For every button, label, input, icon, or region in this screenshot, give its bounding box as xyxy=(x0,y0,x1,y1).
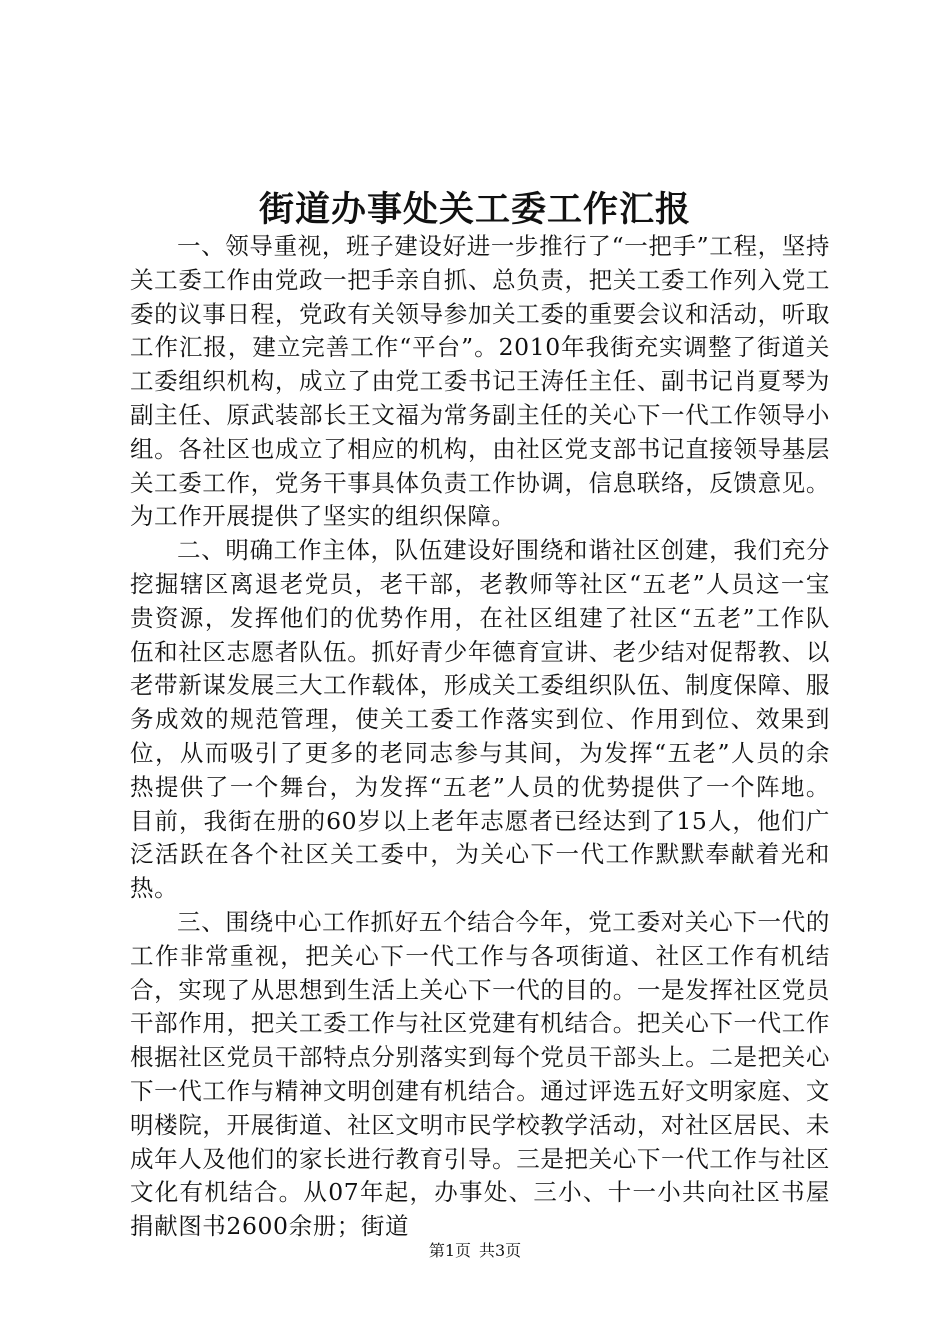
document-body xyxy=(130,230,830,1244)
page-footer xyxy=(0,1240,950,1262)
document-title: 街道办事处关工委工作汇报 xyxy=(258,189,691,230)
page-number: 第1页 xyxy=(428,1241,471,1260)
page-total: 共3页 xyxy=(479,1241,522,1260)
paragraph-2: 二、明确工作主体，队伍建设好围绕和谐社区创建，我们充分挖掘辖区离退老党员，老干部，老教师等社区“五老”人员这一宝贵资源，发挥他们的优势作用，在社区组建了社区“五老”工作队伍和社区志愿者队伍。抓好青少年德育宣讲、老少结对促帮教、以老带新谋发展三大工作载体，形成关工委组织队伍、制度保障、服务成效的规范管理，使关工委工作落实到位、作用到位、效果到位，从而吸引了更多的老同志参与其间，为发挥“五老”人员的余热提供了一个舞台，为发挥“五老”人员的优势提供了一个阵地。目前，我街在册的60岁以上老年志愿者已经达到了15人，他们广泛活跃在各个社区关工委中，为关心下一代工作默默奉献着光和热。 xyxy=(130,536,830,903)
paragraph-3: 三、围绕中心工作抓好五个结合今年，党工委对关心下一代的工作非常重视，把关心下一代工作与各项街道、社区工作有机结合，实现了从思想到生活上关心下一代的目的。一是发挥社区党员干部作用，把关工委工作与社区党建有机结合。把关心下一代工作根据社区党员干部特点分别落实到每个党员干部头上。二是把关心下一代工作与精神文明创建有机结合。通过评选五好文明家庭、文明楼院，开展街道、社区文明市民学校教学活动，对社区居民、未成年人及他们的家长进行教育引导。三是把关心下一代工作与社区文化有机结合。从07年起，办事处、三小、十一小共向社区书屋捐献图书2600余册；街道 xyxy=(130,907,830,1241)
paragraph-1: 一、领导重视，班子建设好进一步推行了“一把手”工程，坚持关工委工作由党政一把手亲自抓、总负责，把关工委工作列入党工委的议事日程，党政有关领导参加关工委的重要会议和活动，听取工作汇报，建立完善工作“平台”。2010年我街充实调整了街道关工委组织机构，成立了由党工委书记王涛任主任、副书记肖夏琴为副主任、原武装部长王文福为常务副主任的关心下一代工作领导小组。各社区也成立了相应的机构，由社区党支部书记直接领导基层关工委工作，党务干事具体负责工作协调，信息联络，反馈意见。为工作开展提供了坚实的组织保障。 xyxy=(130,232,830,531)
